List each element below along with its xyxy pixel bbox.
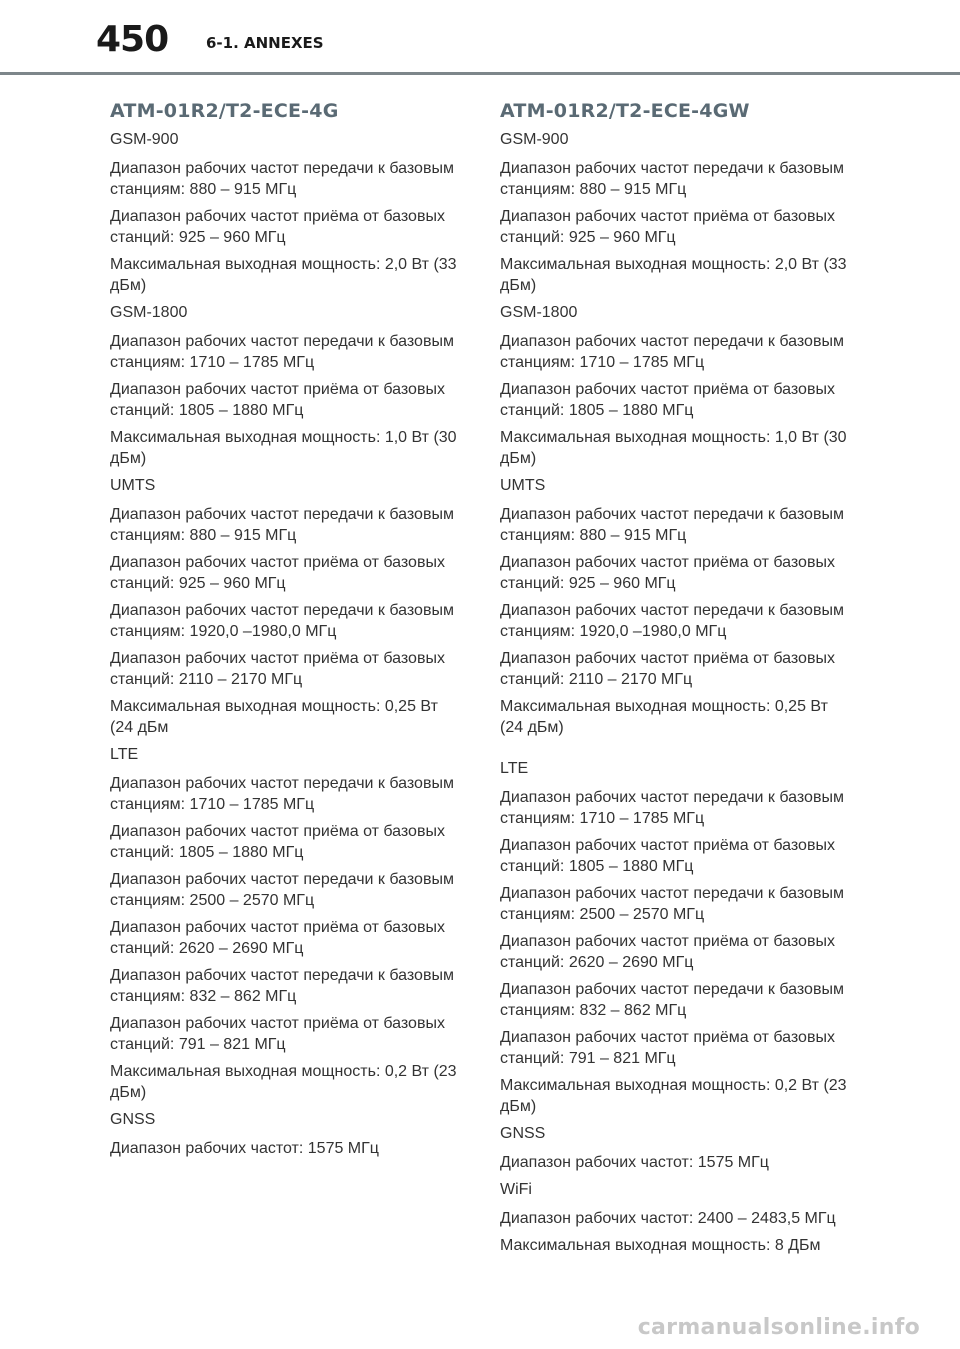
rx-range: Диапазон рабочих частот приёма от базовых станций: 925 – 960 МГц (500, 208, 835, 246)
tx-range: Диапазон рабочих частот передачи к базовым станциям: 2500 – 2570 МГц (110, 871, 454, 909)
rx-range: Диапазон рабочих частот приёма от базовых станций: 2620 – 2690 МГц (500, 933, 835, 971)
max-power: Максимальная выходная мощность: 0,25 Вт (24 дБм) (500, 698, 828, 736)
tx-range: Диапазон рабочих частот передачи к базовым станциям: 1920,0 –1980,0 МГц (500, 602, 844, 640)
max-power: Максимальная выходная мощность: 2,0 Вт (33 дБм) (110, 256, 457, 294)
tx-range: Диапазон рабочих частот передачи к базовым станциям: 880 – 915 МГц (500, 506, 844, 544)
left-column (110, 98, 480, 1165)
section-title: 6-1. ANNEXES (206, 34, 324, 52)
rx-range: Диапазон рабочих частот: 1575 МГц (500, 1154, 769, 1171)
band-label: GSM-900 (110, 131, 179, 148)
max-power: Максимальная выходная мощность: 0,2 Вт (23 дБм) (110, 1063, 457, 1101)
max-power: Максимальная выходная мощность: 8 ДБм (500, 1237, 821, 1254)
rx-range: Диапазон рабочих частот приёма от базовых станций: 2620 – 2690 МГц (110, 919, 445, 957)
rx-range: Диапазон рабочих частот приёма от базовых станций: 1805 – 1880 МГц (500, 837, 835, 875)
site-watermark: carmanualsonline.info (637, 1315, 920, 1340)
rx-range: Диапазон рабочих частот приёма от базовых станций: 791 – 821 МГц (110, 1015, 445, 1053)
header-divider (0, 72, 960, 75)
rx-range: Диапазон рабочих частот приёма от базовых станций: 925 – 960 МГц (110, 554, 445, 592)
band-label: LTE (500, 760, 529, 777)
tx-range: Диапазон рабочих частот передачи к базовым станциям: 832 – 862 МГц (500, 981, 844, 1019)
band-label: LTE (110, 746, 139, 763)
tx-range: Диапазон рабочих частот передачи к базовым станциям: 1920,0 –1980,0 МГц (110, 602, 454, 640)
tx-range: Диапазон рабочих частот передачи к базовым станциям: 880 – 915 МГц (110, 160, 454, 198)
tx-range: Диапазон рабочих частот передачи к базовым станциям: 880 – 915 МГц (500, 160, 844, 198)
rx-range: Диапазон рабочих частот: 2400 – 2483,5 МГц (500, 1210, 836, 1227)
rx-range: Диапазон рабочих частот приёма от базовых станций: 1805 – 1880 МГц (110, 381, 445, 419)
max-power: Максимальная выходная мощность: 1,0 Вт (30 дБм) (110, 429, 457, 467)
right-column (500, 98, 870, 1262)
model-title: ATM-01R2/T2-ECE-4GW (500, 100, 750, 122)
tx-range: Диапазон рабочих частот передачи к базовым станциям: 1710 – 1785 МГц (110, 775, 454, 813)
band-label: WiFi (500, 1181, 532, 1198)
band-label: GSM-900 (500, 131, 569, 148)
rx-range: Диапазон рабочих частот приёма от базовых станций: 1805 – 1880 МГц (110, 823, 445, 861)
band-label: GSM-1800 (110, 304, 188, 321)
band-label: GNSS (500, 1125, 546, 1142)
tx-range: Диапазон рабочих частот передачи к базовым станциям: 1710 – 1785 МГц (500, 333, 844, 371)
model-title: ATM-01R2/T2-ECE-4G (110, 100, 339, 122)
max-power: Максимальная выходная мощность: 0,2 Вт (23 дБм) (500, 1077, 847, 1115)
band-label: GSM-1800 (500, 304, 578, 321)
tx-range: Диапазон рабочих частот передачи к базовым станциям: 880 – 915 МГц (110, 506, 454, 544)
rx-range: Диапазон рабочих частот приёма от базовых станций: 1805 – 1880 МГц (500, 381, 835, 419)
band-label: GNSS (110, 1111, 156, 1128)
page-header (0, 0, 960, 74)
rx-range: Диапазон рабочих частот приёма от базовых станций: 2110 – 2170 МГц (110, 650, 445, 688)
rx-range: Диапазон рабочих частот приёма от базовых станций: 925 – 960 МГц (110, 208, 445, 246)
max-power: Максимальная выходная мощность: 2,0 Вт (33 дБм) (500, 256, 847, 294)
max-power: Максимальная выходная мощность: 1,0 Вт (30 дБм) (500, 429, 847, 467)
tx-range: Диапазон рабочих частот передачи к базовым станциям: 2500 – 2570 МГц (500, 885, 844, 923)
page-number: 450 (96, 19, 169, 60)
rx-range: Диапазон рабочих частот приёма от базовых станций: 2110 – 2170 МГц (500, 650, 835, 688)
tx-range: Диапазон рабочих частот передачи к базовым станциям: 1710 – 1785 МГц (500, 789, 844, 827)
tx-range: Диапазон рабочих частот передачи к базовым станциям: 1710 – 1785 МГц (110, 333, 454, 371)
rx-range: Диапазон рабочих частот приёма от базовых станций: 791 – 821 МГц (500, 1029, 835, 1067)
tx-range: Диапазон рабочих частот передачи к базовым станциям: 832 – 862 МГц (110, 967, 454, 1005)
band-label: UMTS (110, 477, 156, 494)
band-label: UMTS (500, 477, 546, 494)
rx-range: Диапазон рабочих частот: 1575 МГц (110, 1140, 379, 1157)
rx-range: Диапазон рабочих частот приёма от базовых станций: 925 – 960 МГц (500, 554, 835, 592)
max-power: Максимальная выходная мощность: 0,25 Вт (24 дБм (110, 698, 438, 736)
